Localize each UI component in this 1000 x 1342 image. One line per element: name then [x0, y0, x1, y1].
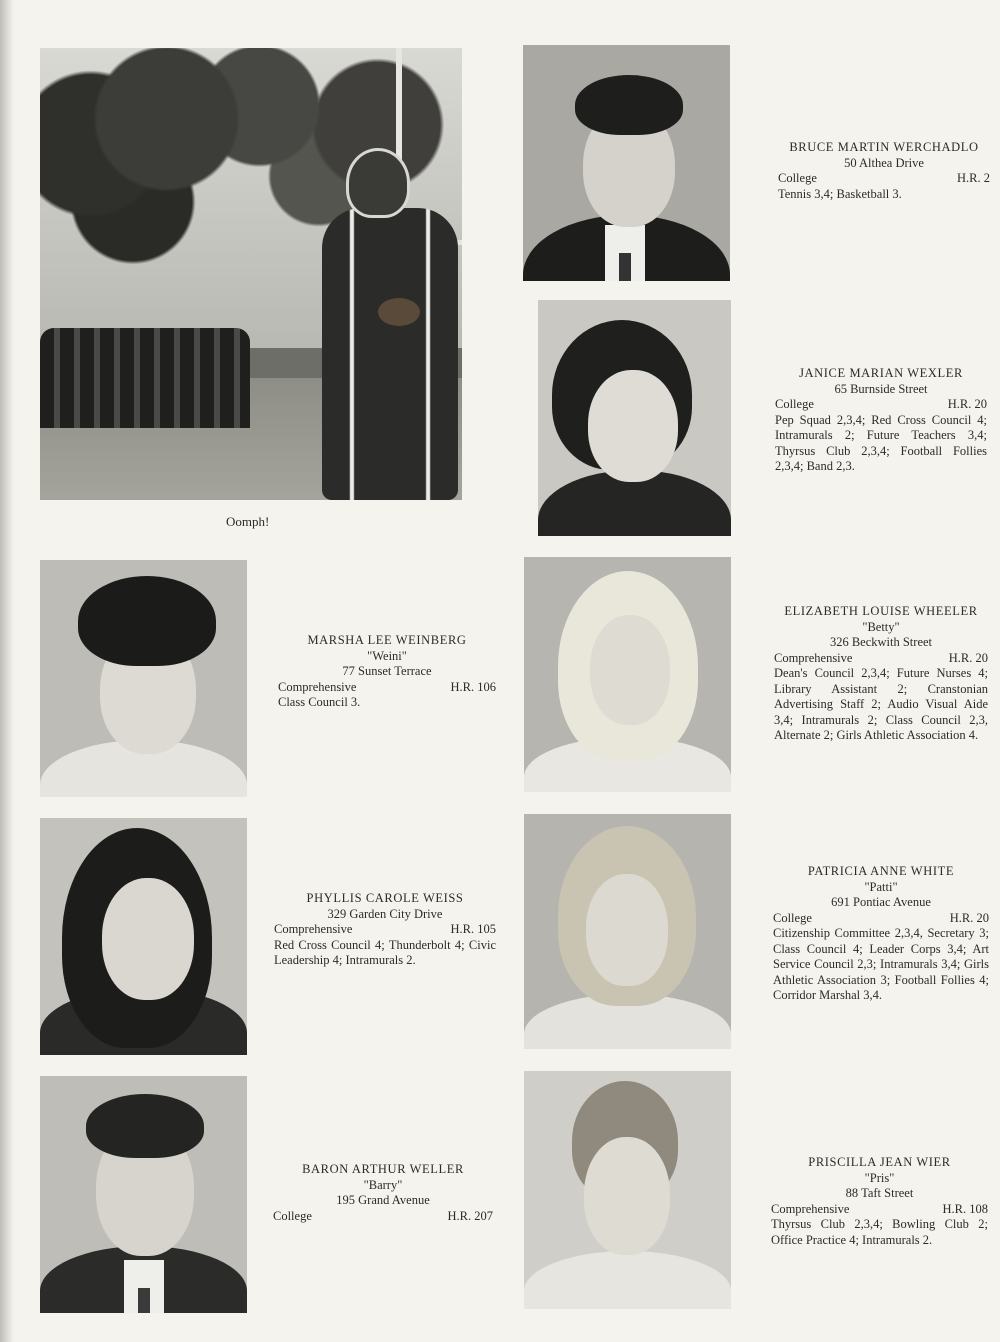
student-homeroom: H.R. 2 [957, 171, 990, 185]
student-address: 50 Althea Drive [844, 155, 924, 170]
student-homeroom: H.R. 20 [949, 910, 989, 925]
student-homeroom: H.R. 20 [948, 650, 988, 665]
student-homeroom: H.R. 105 [450, 922, 496, 936]
student-entry-white [773, 864, 989, 1004]
portrait-white [524, 814, 731, 1049]
student-activities: Citizenship Committee 2,3,4, Secretary 3; Class Council 4; Leader Corps 3,4; Art Service Council 2,3; Intramurals 3,4; Girls Athletic Association 3; Football Follies 4; Corridor Marshal 3,4. [773, 926, 989, 1002]
football [378, 298, 420, 326]
page-binding-edge [0, 0, 14, 1342]
portrait-werchadlo [523, 45, 730, 281]
student-entry-weller [273, 1162, 493, 1224]
student-activities: Red Cross Council 4; Thunderbolt 4; Civic Leadership 4; Intramurals 2. [274, 937, 496, 967]
student-nickname: "Betty" [862, 619, 900, 634]
student-nickname: "Barry" [363, 1177, 403, 1192]
student-entry-wier [771, 1155, 988, 1248]
student-course: College [775, 397, 814, 411]
student-entry-wheeler [774, 604, 988, 744]
student-activities: Tennis 3,4; Basketball 3. [778, 186, 902, 201]
student-entry-wexler [775, 366, 987, 475]
student-course: Comprehensive [774, 650, 853, 665]
student-entry-weiss [274, 891, 496, 969]
student-homeroom: H.R. 106 [450, 679, 496, 694]
portrait-wier [524, 1071, 731, 1309]
student-address: 88 Taft Street [845, 1186, 914, 1200]
student-course: Comprehensive [274, 922, 353, 936]
student-course: Comprehensive [771, 1201, 850, 1216]
student-nickname: "Patti" [864, 879, 898, 894]
student-address: 326 Beckwith Street [829, 635, 933, 649]
portrait-wheeler [524, 557, 731, 792]
student-name: PATRICIA ANNE WHITE [807, 864, 955, 878]
student-name: MARSHA LEE WEINBERG [307, 633, 467, 647]
portrait-wexler [538, 300, 731, 536]
portrait-weinberg [40, 560, 247, 797]
portrait-weiss [40, 818, 247, 1055]
helmet [346, 148, 410, 218]
student-course: Comprehensive [278, 679, 357, 694]
student-nickname: "Weini" [367, 648, 407, 663]
student-name: BRUCE MARTIN WERCHADLO [789, 140, 979, 154]
student-address: 195 Grand Avenue [336, 1193, 430, 1207]
student-activities: Dean's Council 2,3,4; Future Nurses 4; Library Assistant 2; Cranstonian Advertising Staff 2; Audio Visual Aide 3,4; Intramurals 2; Class Council 2,3, Alternate 2; Girls Athletic Association 4. [774, 666, 988, 742]
student-name: JANICE MARIAN WEXLER [799, 366, 963, 380]
student-name: ELIZABETH LOUISE WHEELER [784, 604, 978, 618]
student-activities: Class Council 3. [278, 695, 361, 709]
student-address: 65 Burnside Street [834, 381, 928, 396]
student-entry-weinberg [278, 633, 496, 711]
student-course: College [773, 910, 812, 925]
student-address: 329 Garden City Drive [327, 906, 443, 921]
photo-caption: Oomph! [226, 514, 270, 529]
student-homeroom: H.R. 108 [942, 1201, 988, 1216]
student-homeroom: H.R. 20 [947, 397, 987, 411]
football-photo [40, 48, 462, 500]
portrait-weller [40, 1076, 247, 1313]
team-huddle [40, 328, 250, 428]
student-name: PHYLLIS CAROLE WEISS [306, 891, 464, 905]
student-address: 77 Sunset Terrace [342, 664, 432, 678]
student-name: BARON ARTHUR WELLER [302, 1162, 464, 1176]
student-course: College [778, 171, 817, 185]
student-activities: Thyrsus Club 2,3,4; Bowling Club 2; Office Practice 4; Intramurals 2. [771, 1217, 988, 1247]
student-name: PRISCILLA JEAN WIER [808, 1155, 951, 1169]
student-course: College [273, 1208, 312, 1223]
football-player [322, 208, 458, 500]
student-nickname: "Pris" [864, 1170, 895, 1185]
student-address: 691 Pontiac Avenue [831, 895, 931, 909]
student-homeroom: H.R. 207 [447, 1208, 493, 1223]
student-activities: Pep Squad 2,3,4; Red Cross Council 4; Intramurals 2; Future Teachers 3,4; Thyrsus Club 2,3,4; Football Follies 2,3,4; Band 2,3. [775, 412, 987, 473]
student-entry-werchadlo [778, 140, 990, 202]
